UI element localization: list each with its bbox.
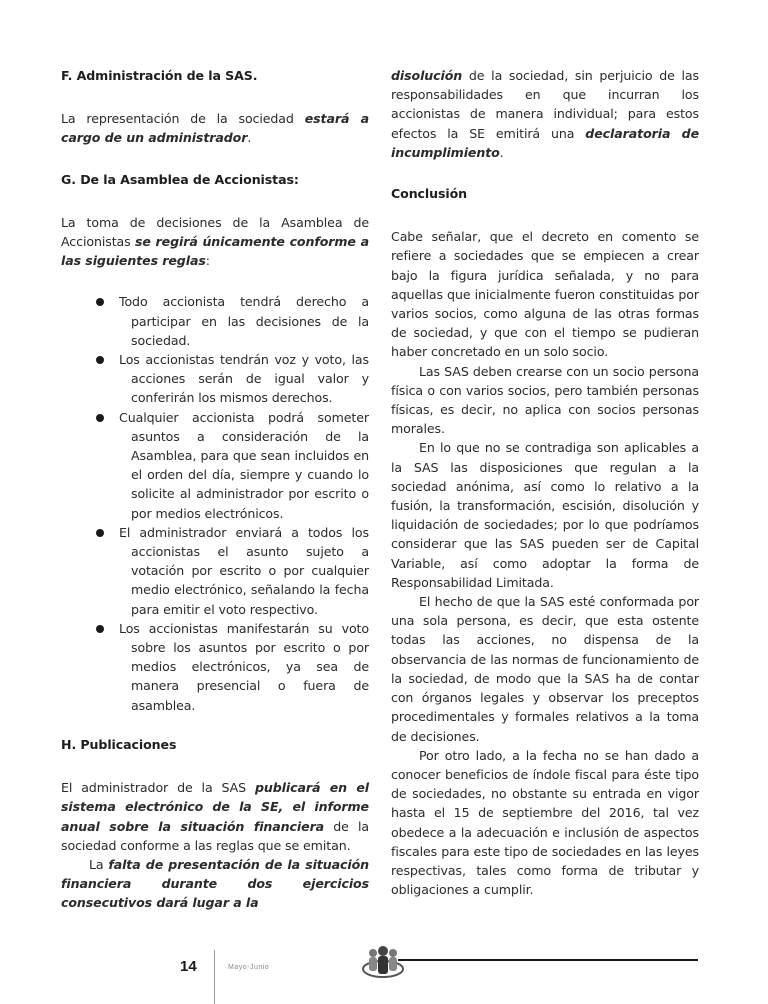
list-item bbox=[61, 292, 369, 350]
continuation-paragraph bbox=[391, 66, 699, 162]
text-run: El administrador de la SAS bbox=[61, 780, 255, 796]
emphasis-text: disolución bbox=[391, 68, 463, 83]
conclusion-paragraph-4: El hecho de que la SAS esté conformada por una sola persona, es decir, que esta ostente todas las acciones, no dispensa de la observancia de las normas de funcionamiento de la sociedad, de modo que la SAS ha de contar con órganos legales y observar los preceptos procedimentales y formales relativos a la toma de decisiones. bbox=[391, 594, 699, 744]
text-run: : bbox=[205, 253, 210, 269]
bullet-icon bbox=[96, 298, 104, 306]
page-number: 14 bbox=[180, 958, 197, 975]
footer-rule bbox=[398, 959, 698, 961]
conclusion-paragraph-5: Por otro lado, a la fecha no se han dado a conocer beneficios de índole fiscal para éste tipo de sociedades, no obstante su entrada en vigor hasta el 15 de septiembre del 2016, tal vez obedece a la adecuación e inclusión de aspectos fiscales para este tipo de sociedades en las leyes respectivas, tales como forma de tributar y obligaciones a cumplir. bbox=[391, 747, 699, 898]
emphasis-text: falta de presentación de la situación financiera durante dos ejercicios consecutivos dará lugar a la bbox=[61, 856, 369, 911]
section-h-heading: H. Publicaciones bbox=[61, 736, 177, 752]
bullet-icon bbox=[96, 529, 104, 537]
section-g-paragraph bbox=[61, 213, 369, 271]
list-item bbox=[61, 523, 369, 619]
emphasis-text: se regirá únicamente conforme a las siguientes reglas bbox=[61, 234, 369, 269]
issue-label: Mayo-Junio bbox=[228, 964, 270, 971]
section-h-paragraph-2 bbox=[61, 855, 369, 913]
section-h-paragraph-1 bbox=[61, 778, 369, 855]
text-run: La representación de la sociedad bbox=[61, 111, 305, 127]
conclusion-paragraph-1: Cabe señalar, que el decreto en comento se refiere a sociedades que se empiecen a crear bajo la figura jurídica señalada, y no para aquellas que inicialmente fueron constituidas por varios socios, como alguna de las otras formas de sociedad, y que con el tiempo se pudieran haber concretado en un solo socio. bbox=[391, 229, 699, 360]
bullet-icon bbox=[96, 356, 104, 364]
right-column bbox=[391, 66, 699, 899]
list-item bbox=[61, 350, 369, 408]
list-item-text: Todo accionista tendrá derecho a participar en las decisiones de la sociedad. bbox=[119, 294, 369, 348]
bullet-icon bbox=[96, 625, 104, 633]
emphasis-text: publicará en el sistema electrónico de la SE, el informe anual sobre la situación financiera bbox=[61, 780, 369, 834]
section-f-paragraph bbox=[61, 109, 369, 147]
text-run: . bbox=[247, 130, 252, 146]
list-item-text: Cualquier accionista podrá someter asuntos a consideración de la Asamblea, para que sean incluidos en el orden del día, siempre y cuando lo solicite al administrador por escrito o por medios electrónicos. bbox=[119, 409, 369, 521]
list-item bbox=[61, 619, 369, 715]
list-item-text: El administrador enviará a todos los accionistas el asunto sujeto a votación por escrito o por cualquier medio electrónico, señalando la fecha para emitir el voto respectivo. bbox=[119, 524, 369, 617]
text-run: de la sociedad conforme a las reglas que se emitan. bbox=[61, 818, 369, 853]
section-f-heading: F. Administración de la SAS. bbox=[61, 68, 258, 83]
conclusion-paragraph-3: En lo que no se contradiga son aplicables a la SAS las disposiciones que regulan a la sociedad anónima, así como lo relativo a la fusión, la transformación, escisión, disolución y liquidación de sociedades; por lo que podríamos considerar que las SAS pueden ser de Capital Variable, así como adoptar la forma de Responsabilidad Limitada. bbox=[391, 440, 699, 590]
conclusion-paragraph-2: Las SAS deben crearse con un socio persona física o con varios socios, pero también personas físicas, es decir, no aplica con socios personas morales. bbox=[391, 363, 699, 437]
people-group-logo-icon bbox=[360, 944, 406, 988]
emphasis-text: estará a cargo de un administrador bbox=[61, 111, 369, 146]
text-run: La toma de decisiones de la Asamblea de Accionistas bbox=[61, 214, 369, 250]
text-run: La bbox=[89, 856, 109, 872]
text-run: de la sociedad, sin perjuicio de las responsabilidades en que incurran los accionistas de manera individual; para estos efectos la SE emitirá una bbox=[391, 68, 699, 141]
bullet-icon bbox=[96, 414, 104, 422]
list-item bbox=[61, 408, 369, 523]
list-item-text: Los accionistas tendrán voz y voto, las acciones serán de igual valor y conferirán los mismos derechos. bbox=[119, 352, 369, 406]
left-column bbox=[61, 66, 369, 913]
section-g-heading: G. De la Asamblea de Accionistas: bbox=[61, 171, 299, 187]
rules-list bbox=[61, 292, 369, 714]
emphasis-text: declaratoria de incumplimiento bbox=[391, 125, 700, 160]
conclusion-heading: Conclusión bbox=[391, 186, 468, 202]
footer-divider bbox=[214, 950, 215, 1004]
text-run: . bbox=[499, 144, 504, 160]
list-item-text: Los accionistas manifestarán su voto sobre los asuntos por escrito o por medios electrónicos, ya sea de manera presencial o fuera de asamblea. bbox=[119, 620, 369, 713]
